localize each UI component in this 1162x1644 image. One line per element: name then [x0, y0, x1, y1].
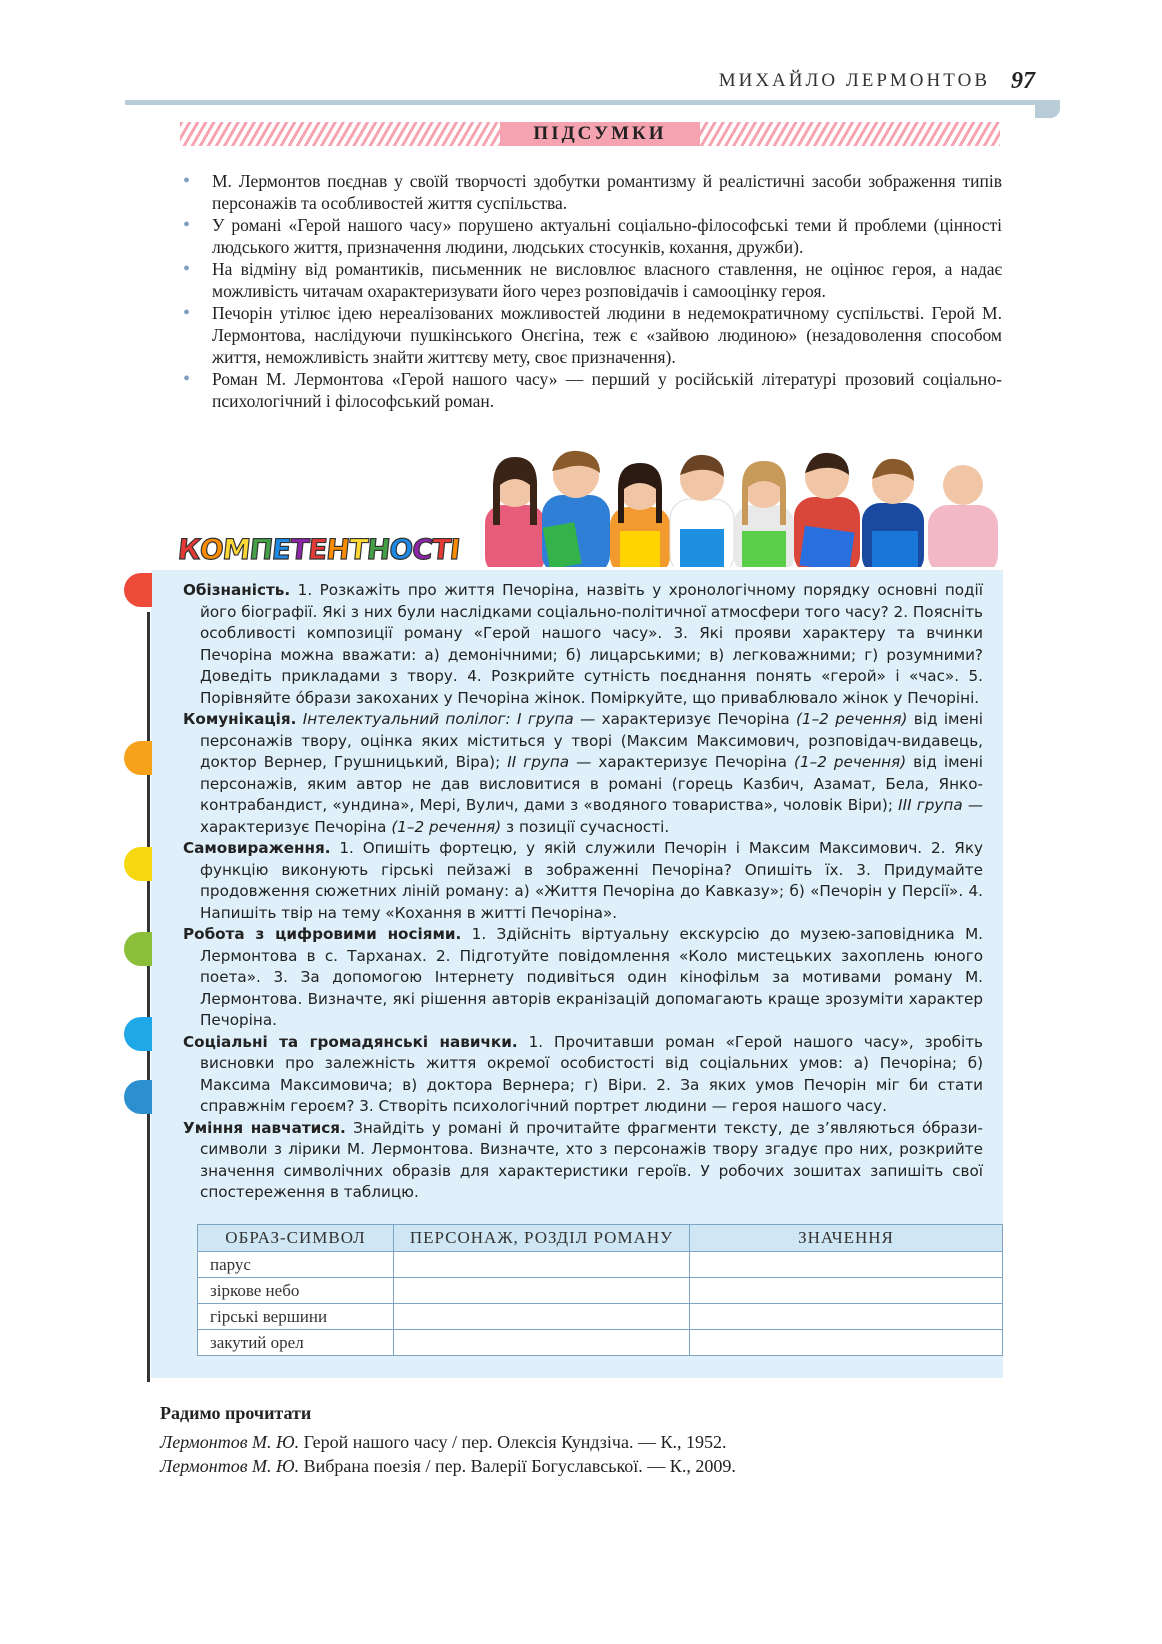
student-figure [485, 457, 545, 567]
table-header-cell: ЗНАЧЕННЯ [690, 1225, 1003, 1252]
table-cell [394, 1278, 690, 1304]
digital-media-marker-dot [124, 932, 152, 966]
reading-item [160, 1454, 736, 1478]
learning-marker-dot [124, 1080, 152, 1114]
student-figure [670, 455, 734, 567]
reading-text: Вибрана поезія / пер. Валерії Богуславської. — К., 2009. [303, 1456, 736, 1476]
reading-text: Герой нашого часу / пер. Олексія Кундзіча. — К., 1952. [303, 1432, 727, 1452]
social-skills-label: Соціальні та громадянські навички. [183, 1032, 518, 1051]
summary-title: ПІДСУМКИ [500, 122, 700, 146]
communication-text: від імені персонажів, яким автор не дав висловитися в романі (горець Казбич, Азамат, Бела, Янко-контрабандист, «ундина», Мері, Вулич, дами з «водяного товариства», чоловік Віри); [200, 753, 984, 814]
header-rule [125, 100, 1060, 105]
table-row [198, 1278, 1003, 1304]
communication-text: (1–2 речення) [391, 817, 502, 836]
table-cell: зіркове небо [198, 1278, 394, 1304]
panel-side-rule [147, 612, 150, 1382]
table-cell [394, 1252, 690, 1278]
table-cell [394, 1330, 690, 1356]
student-figure [794, 453, 860, 567]
awareness-label: Обізнаність. [183, 581, 291, 599]
reading-title: Радимо прочитати [160, 1403, 312, 1423]
table-row [198, 1330, 1003, 1356]
table-row [198, 1252, 1003, 1278]
reading-item [160, 1430, 736, 1454]
learning-label: Уміння навчатися. [183, 1118, 346, 1137]
symbols-table [197, 1224, 1003, 1356]
social-skills-block [183, 1032, 983, 1118]
digital-media-label: Робота з цифровими носіями. [183, 925, 462, 943]
social-skills-marker-dot [124, 1017, 152, 1051]
students-photo [480, 445, 1002, 567]
communication-block [183, 709, 983, 838]
communication-text: від імені персонажів твору, оцінка яких міститься у творі (Максим Максимович, розповідач-видавець, доктор Вернер, Грушницький, Віра); [200, 710, 983, 771]
learning-text: Знайдіть у романі й прочитайте фрагменти тексту, де з’являються óбрази-символи з лірики М. Лермонтова. Визначте, хто з персонажів твору згадує про них, розкрийте значення символічних образів для характеристики героїв. У робочих зошитах запишіть свої спостереження в таблицю. [200, 1118, 984, 1201]
communication-text: ІІІ група — [898, 796, 984, 814]
table-cell [690, 1330, 1003, 1356]
student-figure [542, 451, 610, 567]
communication-marker-dot [124, 741, 152, 775]
communication-text: Інтелектуальний полілог: І група — [302, 710, 596, 728]
communication-text: характеризує Печоріна [598, 753, 787, 771]
awareness-text: 1. Розкажіть про життя Печоріна, назвіть у хронологічному порядку основні події його біографії. Які з них були наслідками соціально-політичної атмосфери того часу? 2. Поясніть особливості композиції роману «Герой нашого часу». 3. Які прояви характеру та вчинки Печоріна можна вважати: а) демонічними; б) лицарськими; в) легковажними; г) розумними? Доведіть прикладами з твору. 4. Розкрийте сутність поєднання понять «герой» і «час». 5. Порівняйте óбрази закоханих у Печоріна жінок. Поміркуйте, що приваблювало жінок у Печоріні. [200, 581, 983, 707]
table-cell [690, 1252, 1003, 1278]
competences-logo: КОМПЕТЕНТНОСТІ [176, 533, 462, 566]
summary-list [180, 170, 1002, 412]
communication-text: (1–2 речення) [794, 753, 907, 771]
digital-media-block [183, 924, 983, 1032]
digital-media-text: 1. Здійсніть віртуальну екскурсію до музею-заповідника М. Лермонтова в с. Тарханах. 2. Підготуйте повідомлення «Коло мистецьких захоплень юного поета». 3. За допомогою Інтернету подивіться один кінофільм за мотивами роману М. Лермонтова. Визначте, які рішення авторів екранізацій допомагають краще зрозуміти характер Печоріна. [200, 925, 984, 1029]
awareness-block [183, 580, 983, 709]
communication-text: з позиції сучасності. [506, 817, 670, 836]
table-cell [690, 1278, 1003, 1304]
awareness-marker-dot [124, 573, 152, 607]
communication-text: (1–2 речення) [796, 710, 908, 728]
summary-item: • У романі «Герой нашого часу» порушено актуальні соціально-філософські теми й проблеми (цінності людського життя, призначення людини, людських стосунків, кохання, дружби). [180, 214, 1002, 258]
table-header-row [198, 1225, 1003, 1252]
student-figure [928, 465, 998, 567]
communication-text: характеризує Печоріна [601, 710, 790, 728]
table-cell: парус [198, 1252, 394, 1278]
student-figure [610, 463, 670, 567]
table-cell [690, 1304, 1003, 1330]
communication-text: характеризує Печоріна [200, 817, 387, 836]
self-expression-text: 1. Опишіть фортецю, у якій служили Печорін і Максим Максимович. 2. Яку функцію виконують гірські пейзажі в зображенні Печоріна? Опишіть їх. 3. Придумайте продовження сюжетних ліній роману: а) «Життя Печоріна до Кавказу»; б) «Печорін у Персії». 4. Напишіть твір на тему «Кохання в житті Печоріна». [200, 839, 983, 922]
reading-list [160, 1430, 736, 1478]
summary-item: • На відміну від романтиків, письменник не висловлює власного ставлення, не оцінює героя, а надає можливість читачам охарактеризувати його через розповідачів і самооцінку героя. [180, 258, 1002, 302]
table-header-cell: ОБРАЗ-СИМВОЛ [198, 1225, 394, 1252]
summary-item: • Роман М. Лермонтова «Герой нашого часу» — перший у російській літературі прозовий соціально-психологічний і філософський роман. [180, 368, 1002, 412]
social-skills-text: 1. Прочитавши роман «Герой нашого часу», зробіть висновки про залежність життя окремої особистості від соціальних умов: а) Печоріна; б) Максима Максимовича; в) доктора Вернера; г) Віри. 2. За яких умов Печорін міг би стати справжнім героєм? 3. Створіть психологічний портрет людини — героя нашого часу. [200, 1032, 984, 1115]
self-expression-label: Самовираження. [183, 839, 331, 857]
header-tab [1035, 100, 1060, 118]
student-figure [734, 461, 794, 567]
student-figure [862, 459, 924, 567]
running-head: МИХАЙЛО ЛЕРМОНТОВ [718, 70, 990, 91]
table-cell: гірські вершини [198, 1304, 394, 1330]
communication-label: Комунікація. [183, 710, 297, 728]
competences-text [183, 580, 983, 1204]
learning-block [183, 1118, 983, 1204]
self-expression-marker-dot [124, 847, 152, 881]
reading-author: Лермонтов М. Ю. [160, 1432, 300, 1452]
communication-text: ІІ група — [507, 753, 592, 771]
reading-author: Лермонтов М. Ю. [160, 1456, 300, 1476]
summary-item: • Печорін утілює ідею нереалізованих можливостей людини в недемократичному суспільстві. Герой М. Лермонтова, наслідуючи пушкінського Онєгіна, теж є «зайвою людиною» (незадоволення способом життя, неможливість знайти життєву мету, своє призначення). [180, 302, 1002, 368]
table-header-cell: ПЕРСОНАЖ, РОЗДІЛ РОМАНУ [394, 1225, 690, 1252]
page-number: 97 [1011, 68, 1035, 94]
table-cell: закутий орел [198, 1330, 394, 1356]
summary-item: • М. Лермонтов поєднав у своїй творчості здобутки романтизму й реалістичні засоби зображення типів персонажів та особливостей життя суспільства. [180, 170, 1002, 214]
table-cell [394, 1304, 690, 1330]
self-expression-block [183, 838, 983, 924]
table-row [198, 1304, 1003, 1330]
